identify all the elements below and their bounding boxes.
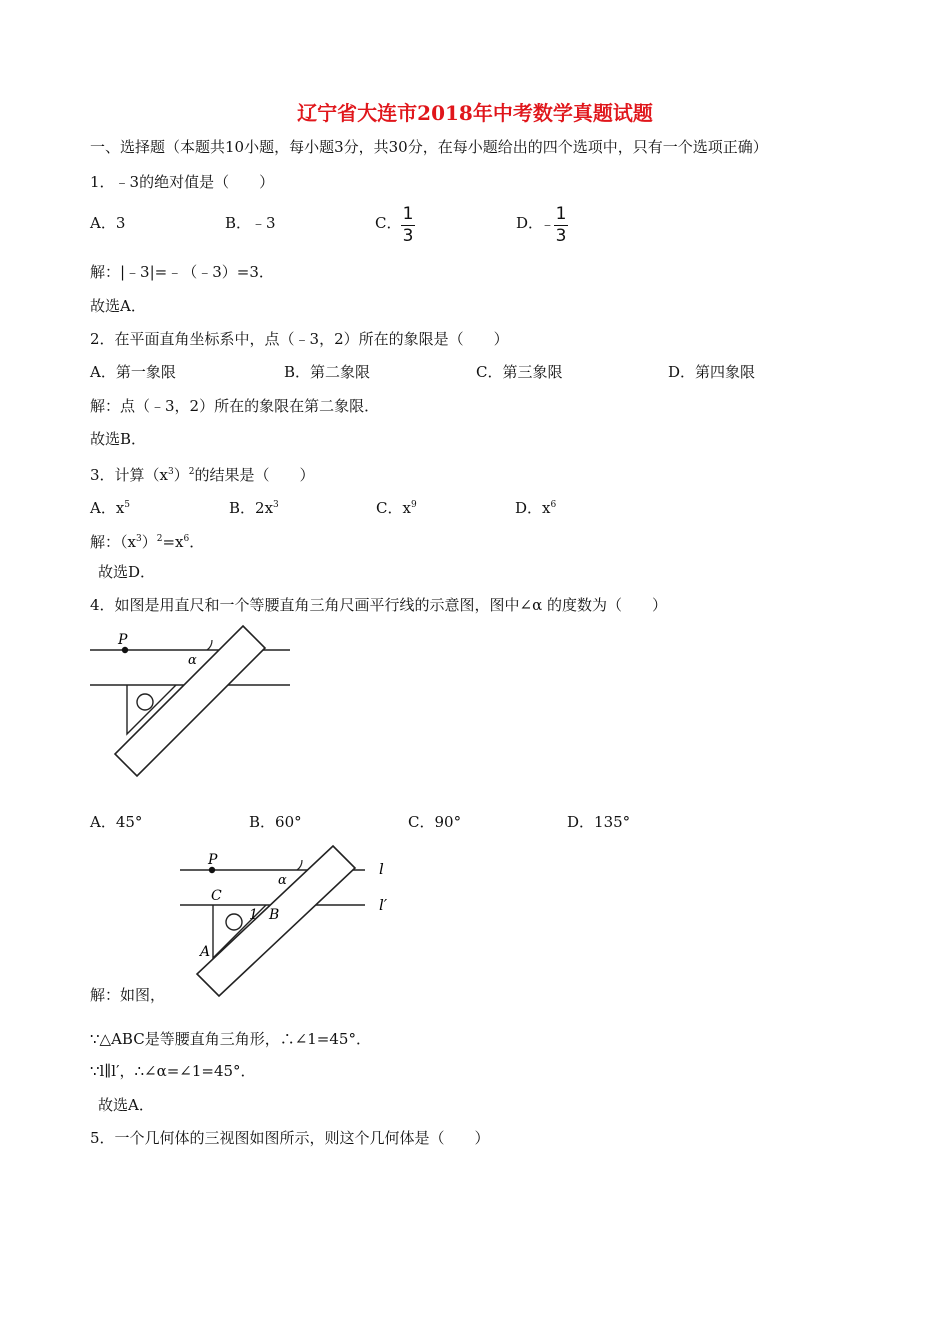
q1-option-d-sign: ﹣ (540, 215, 556, 233)
svg-text:P: P (118, 632, 128, 648)
svg-text:α: α (278, 873, 287, 888)
q1-option-a: A．3 (90, 214, 126, 232)
q3-option-d: D．$x^6$ (515, 499, 557, 517)
q4-option-b: B．60° (249, 813, 302, 831)
q3-option-c: C．$x^9$ (376, 499, 417, 517)
q4-stem: 4．如图是用直尺和一个等腰直角三角尺画平行线的示意图，图中∠α 的度数为（ ） (90, 596, 668, 614)
q2-answer: 故选B． (90, 430, 147, 448)
svg-text:α: α (188, 653, 197, 668)
q4-solution-line2: ∵l∥l′，∴∠α=∠1=45°． (90, 1062, 256, 1080)
q1-option-b: B．﹣3 (225, 214, 276, 232)
svg-text:1: 1 (249, 907, 258, 923)
q2-option-d: D．第四象限 (668, 363, 756, 381)
fraction-numerator: 1 (402, 204, 414, 224)
q2-stem: 2．在平面直角坐标系中，点（﹣3，2）所在的象限是（ ） (90, 330, 509, 348)
svg-text:B: B (269, 907, 280, 923)
fraction-numerator: 1 (555, 204, 567, 224)
page-title: 辽宁省大连市2018年中考数学真题试题 (297, 101, 653, 125)
q4-solution-line1: ∵△ABC是等腰直角三角形，∴∠1=45°． (90, 1030, 371, 1048)
q1-option-d-fraction (554, 205, 568, 246)
q3-solution: 解：$(x^3)^2=x^6$． (90, 533, 205, 551)
q4-option-a: A．45° (90, 813, 143, 831)
fraction-denominator: 3 (555, 226, 567, 246)
q3-answer: 故选D． (98, 563, 156, 581)
q4-solution-head: 解：如图， (90, 986, 166, 1004)
q1-option-c-label: C． (375, 214, 402, 232)
q3-option-b: B．$2x^3$ (229, 499, 279, 517)
q1-stem: 1．﹣3的绝对值是（ ） (90, 173, 275, 191)
q2-option-c: C．第三象限 (476, 363, 563, 381)
q4-figure-ruler-triangle (85, 622, 300, 782)
q1-option-d-label: D． (516, 214, 544, 232)
q3-stem: 3．计算$(x^3)^2$的结果是（ ） (90, 466, 315, 484)
q2-option-b: B．第二象限 (284, 363, 371, 381)
q4-option-d: D．135° (567, 813, 631, 831)
svg-text:l: l (379, 860, 384, 878)
q3-option-a: A．$x^5$ (90, 499, 131, 517)
q2-solution: 解：点（﹣3，2）所在的象限在第二象限． (90, 397, 380, 415)
q1-solution: 解：|﹣3|=﹣（﹣3）=3． (90, 263, 274, 281)
q1-option-c-fraction (401, 205, 415, 246)
q5-stem: 5．一个几何体的三视图如图所示，则这个几何体是（ ） (90, 1129, 490, 1147)
svg-text:l′: l′ (379, 896, 388, 914)
q1-answer: 故选A． (90, 297, 146, 315)
q4-option-c: C．90° (408, 813, 462, 831)
svg-text:C: C (211, 888, 222, 904)
q4-answer: 故选A． (98, 1096, 154, 1114)
fraction-denominator: 3 (402, 226, 414, 246)
section-heading: 一、选择题（本题共10小题，每小题3分，共30分，在每小题给出的四个选项中，只有一个选项正确） (90, 138, 768, 156)
svg-text:P: P (208, 852, 218, 868)
q4-solution-figure (175, 842, 400, 1002)
q2-option-a: A．第一象限 (90, 363, 176, 381)
svg-text:A: A (200, 944, 211, 960)
